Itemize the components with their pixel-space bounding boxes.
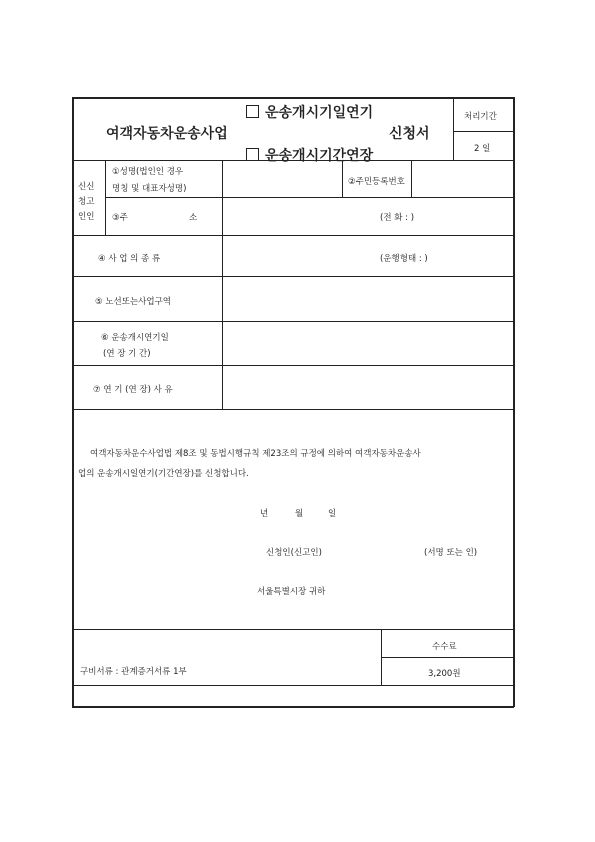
row-line-7 [72, 409, 514, 410]
reason-label: ⑦ 연 기 (연 장) 사 유 [93, 385, 173, 395]
business-type-field[interactable] [224, 237, 374, 275]
fee-value: 3,200원 [428, 669, 461, 679]
signature-field[interactable] [340, 540, 420, 560]
id-number-label: ②주민등록번호 [348, 177, 405, 187]
fee-label: 수수료 [432, 642, 457, 652]
address-label-1: ③주 [112, 213, 128, 223]
date-day: 일 [328, 509, 337, 519]
form-border-left [72, 97, 74, 707]
operation-type-label: (운행형태 : ) [380, 254, 428, 264]
row-line-5 [72, 321, 514, 322]
name-field[interactable] [224, 162, 340, 196]
required-documents: 구비서류 : 관계증거서류 1부 [80, 667, 187, 677]
form-border-right [513, 97, 515, 707]
name-label-1: ①성명(법인인 경우 [112, 167, 184, 177]
start-date-label-2: (연 장 기 간) [103, 349, 151, 359]
applicant-vertical-1 [105, 160, 106, 236]
title-suffix: 신청서 [389, 126, 430, 142]
start-date-label-1: ⑥ 운송개시연기일 [101, 333, 169, 343]
start-date-field[interactable] [224, 323, 512, 364]
recipient: 서울특별시장 귀하 [257, 587, 326, 597]
applicant-group-label-2: 청고 [78, 197, 95, 207]
name-label-2: 명칭 및 대표자성명) [112, 184, 187, 194]
footer-top-line [72, 629, 514, 630]
title-option-1-label: 운송개시기일연기 [265, 105, 374, 121]
applicant-mid-line [105, 197, 514, 198]
route-field[interactable] [224, 278, 512, 320]
processing-divider [453, 97, 454, 161]
statement-line-1: 여객자동차운수사업법 제8조 및 동법시행규칙 제23조의 규정에 의하여 여객자동차운송사 [90, 449, 421, 459]
fee-bottom-line [72, 685, 514, 686]
checkbox-option-2[interactable] [246, 148, 259, 161]
date-year: 년 [260, 509, 269, 519]
form-border-bottom [72, 706, 514, 708]
applicant-group-label-1: 신신 [78, 182, 95, 192]
row-line-6 [72, 365, 514, 366]
form-border-top [72, 97, 514, 99]
route-label: ⑤ 노선또는사업구역 [95, 297, 172, 307]
title-option-1 [246, 102, 373, 122]
id-number-field[interactable] [413, 162, 512, 196]
processing-label: 처리기간 [464, 112, 497, 122]
processing-value: 2 일 [474, 144, 491, 154]
title-option-2-label: 운송개시기간연장 [265, 148, 374, 164]
business-type-label: ④ 사 업 의 종 류 [98, 254, 161, 264]
sign-note: (서명 또는 인) [424, 548, 478, 558]
applicant-vertical-3 [342, 160, 343, 198]
address-field[interactable] [224, 199, 374, 233]
applicant-sign: 신청인(신고인) [266, 548, 322, 558]
checkbox-option-1[interactable] [246, 105, 259, 118]
phone-label: (전 화 : ) [380, 213, 415, 223]
applicant-bottom-line [72, 235, 514, 236]
applicant-group-label-3: 인인 [78, 212, 95, 222]
title-main: 여객자동차운송사업 [106, 126, 228, 142]
statement-line-2: 업의 운송개시일연기(기간연장)를 신청합니다. [78, 469, 249, 479]
address-label-2: 소 [189, 213, 198, 223]
row-line-4 [72, 276, 514, 277]
reason-field[interactable] [224, 367, 512, 408]
applicant-vertical-4 [411, 160, 412, 198]
fee-mid-line [381, 657, 514, 658]
processing-mid-line [453, 131, 514, 132]
date-month: 월 [295, 509, 304, 519]
